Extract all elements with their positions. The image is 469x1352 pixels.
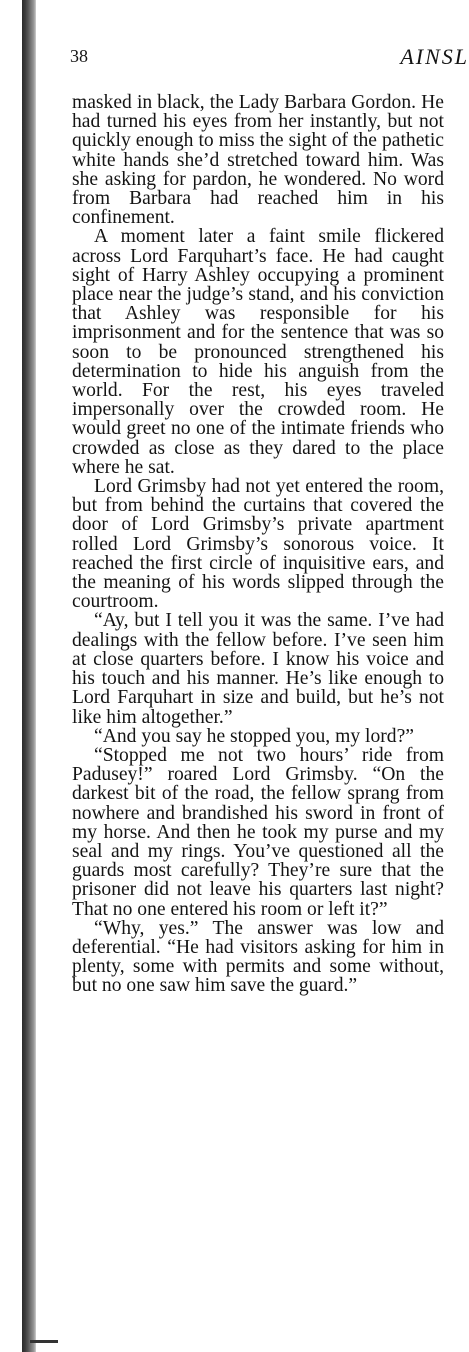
running-head: AINSL [400,44,469,69]
paragraph: masked in black, the Lady Barbara Gordon. He had turned his eyes from her instantly, but not quickly enough to miss the sight of the pathetic white hands she’d stretched toward him. Was she asking for pardon, he wondered. No word from Barbara had reached him in his confinement. [72,92,444,229]
page-body [72,93,444,996]
book-gutter-shadow [22,0,36,1352]
paragraph: “Stopped me not two hours’ ride from Padusey!” roared Lord Grimsby. “On the darkest bit of the road, the fellow sprang from nowhere and brandished his sword in front of my horse. And then he took my purse and my seal and my rings. You’ve questioned all the guards most carefully? They’re sure that the prisoner did not leave his quarters last night? That no one entered his room or left it?” [72,744,444,920]
gutter-edge-mark [30,1340,58,1343]
paragraph: “Ay, but I tell you it was the same. I’ve had dealings with the fellow before. I’ve seen him at close quarters before. I know his voice and his touch and his manner. He’s like enough to Lord Farquhart in size and build, but he’s not like him altogether.” [72,610,444,728]
page-header [70,46,469,76]
paragraph: “Why, yes.” The answer was low and deferential. “He had visitors asking for him in plenty, some with permits and some without, but no one saw him save the guard.” [72,917,444,997]
paragraph: Lord Grimsby had not yet entered the room, but from behind the curtains that covered the door of Lord Grimsby’s private apartment rolled Lord Grimsby’s sonorous voice. It reached the first circle of inquisitive ears, and the meaning of his words slipped through the courtroom. [72,476,444,613]
page-number: 38 [70,46,88,66]
paragraph: “And you say he stopped you, my lord?” [94,725,414,747]
paragraph: A moment later a faint smile flickered across Lord Farquhart’s face. He had caught sight of Harry Ashley occupying a prominent place near the judge’s stand, and his conviction that Ashley was responsible for his imprisonment and for the sentence that was so soon to be pronounced strengthened his determination to hide his anguish from the world. For the rest, his eyes traveled impersonally over the crowded room. He would greet no one of the intimate friends who crowded as close as they dared to the place where he sat. [72,226,444,478]
